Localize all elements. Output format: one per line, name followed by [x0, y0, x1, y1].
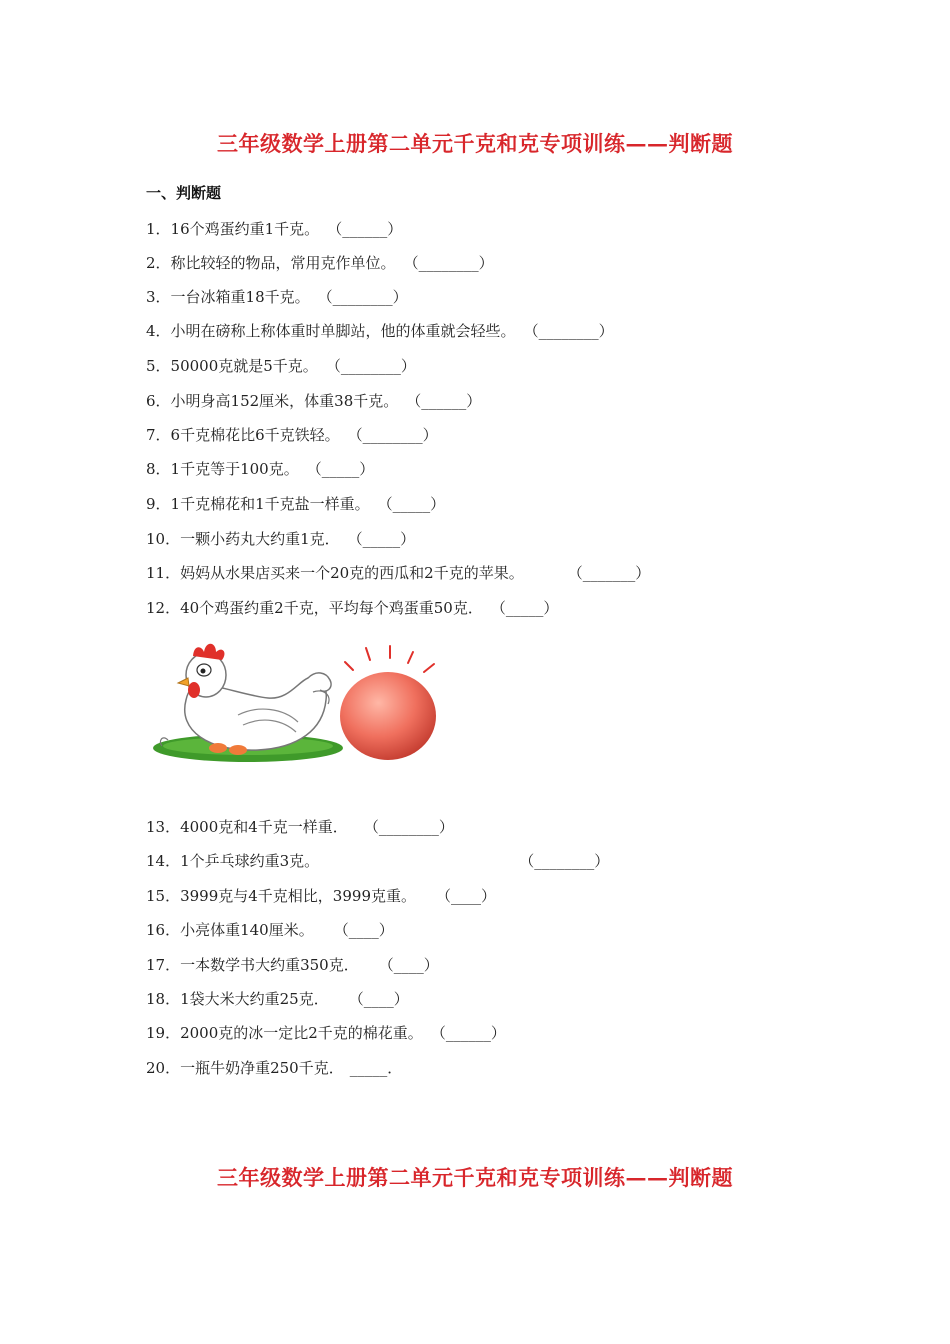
footer-title: 三年级数学上册第二单元千克和克专项训练——判断题	[217, 1165, 733, 1190]
answer-blank[interactable]: （____）	[333, 921, 394, 939]
question-4: 4．小明在磅称上称体重时单脚站，他的体重就会轻些。 （________）	[146, 322, 614, 340]
question-14: 14．1个乒乓球约重3克。 （________）	[146, 852, 610, 870]
answer-blank[interactable]: （________）	[347, 426, 438, 444]
question-11: 11．妈妈从水果店买来一个20克的西瓜和2千克的苹果。 （_______）	[146, 564, 651, 582]
answer-blank[interactable]: （________）	[519, 852, 610, 870]
answer-blank[interactable]: （________）	[317, 288, 408, 306]
question-2: 2．称比较轻的物品，常用克作单位。 （________）	[146, 254, 494, 272]
question-9: 9．1千克棉花和1千克盐一样重。 （_____）	[146, 495, 446, 513]
question-13: 13．4000克和4千克一样重． （________）	[146, 818, 454, 836]
answer-blank[interactable]: （______）	[430, 1024, 506, 1042]
answer-blank[interactable]: （____）	[436, 887, 497, 905]
answer-blank[interactable]: （_____）	[347, 530, 416, 548]
question-16: 16．小亮体重140厘米。 （____）	[146, 921, 394, 939]
question-12: 12．40个鸡蛋约重2千克，平均每个鸡蛋重50克． （_____）	[146, 599, 559, 617]
answer-blank[interactable]: （________）	[523, 322, 614, 340]
question-10: 10．一颗小药丸大约重1克． （_____）	[146, 530, 416, 548]
question-6: 6．小明身高152厘米，体重38千克。 （______）	[146, 392, 482, 410]
question-19: 19．2000克的冰一定比2千克的棉花重。 （______）	[146, 1024, 506, 1042]
answer-blank[interactable]: （________）	[363, 818, 454, 836]
answer-blank[interactable]: （_____）	[490, 599, 559, 617]
question-17: 17．一本数学书大约重350克． （____）	[146, 956, 439, 974]
answer-blank[interactable]: （________）	[325, 357, 416, 375]
question-1: 1．16个鸡蛋约重1千克。 （______）	[146, 220, 403, 238]
answer-blank[interactable]: （______）	[406, 392, 482, 410]
question-15: 15．3999克与4千克相比，3999克重。 （____）	[146, 887, 497, 905]
question-8: 8．1千克等于100克。 （_____）	[146, 460, 375, 478]
question-20: 20．一瓶牛奶净重250千克． _____．	[146, 1059, 403, 1077]
hen-and-egg-illustration	[148, 630, 453, 770]
question-7: 7．6千克棉花比6千克铁轻。 （________）	[146, 426, 438, 444]
section-heading: 一、判断题	[146, 184, 222, 202]
answer-blank[interactable]: （_____）	[377, 495, 446, 513]
answer-blank[interactable]: （________）	[403, 254, 494, 272]
answer-blank[interactable]: （______）	[327, 220, 403, 238]
answer-blank[interactable]: （_______）	[567, 564, 651, 582]
answer-blank[interactable]: （____）	[378, 956, 439, 974]
question-18: 18．1袋大米大约重25克． （____）	[146, 990, 409, 1008]
question-3: 3．一台冰箱重18千克。 （________）	[146, 288, 408, 306]
question-5: 5．50000克就是5千克。 （________）	[146, 357, 416, 375]
page-title: 三年级数学上册第二单元千克和克专项训练——判断题	[217, 131, 733, 156]
answer-blank[interactable]: （____）	[348, 990, 409, 1008]
answer-blank[interactable]: _____．	[349, 1059, 403, 1077]
answer-blank[interactable]: （_____）	[306, 460, 375, 478]
